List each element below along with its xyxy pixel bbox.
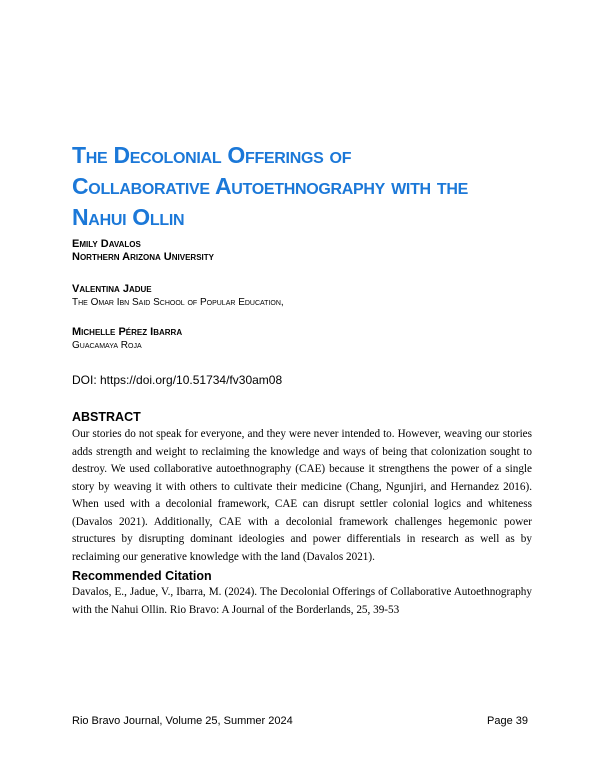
author-affiliation: The Omar Ibn Said School of Popular Education, [72,297,284,308]
abstract-text: Our stories do not speak for everyone, and they were never intended to. However, weaving our stories adds strength and weight to reclaiming the knowledge and ways of being that colonization sought to destroy. We used collaborative autoethnography (CAE) because it strengthens the power of a single story by weaving it with others to cultivate their medicine (Chang, Ngunjiri, and Hernandez 2016). When used with a decolonial framework, CAE can disrupt settler colonial logics and whiteness (Davalos 2021). Additionally, CAE with a decolonial framework challenges hegemonic power structures by disrupting dominant ideologies and power differentials in research as well as by reclaiming our generative knowledge with the land (Davalos 2021). [72,428,532,563]
author-name: Michelle Pérez Ibarra [72,326,183,338]
title-line: Nahui Ollin [72,204,185,230]
title-line: The Decolonial Offerings of [72,142,352,168]
footer-page-number: Page 39 [487,715,528,727]
author-affiliation: Guacamaya Roja [72,340,142,351]
citation-heading: Recommended Citation [72,569,212,583]
citation-text: Davalos, E., Jadue, V., Ibarra, M. (2024). The Decolonial Offerings of Collaborative Autoethnography with the Nahui Ollin. Rio Bravo: A Journal of the Borderlands, 25, 39-53 [72,586,532,616]
author-block [72,283,284,309]
article-title [72,140,552,233]
author-name: Valentina Jadue [72,283,152,295]
author-affiliation: Northern Arizona University [72,251,214,263]
abstract-heading: ABSTRACT [72,410,141,424]
title-line: Collaborative Autoethnography with the [72,173,468,199]
author-block [72,326,182,352]
doi-link[interactable]: DOI: https://doi.org/10.51734/fv30am08 [72,373,283,387]
author-block [72,238,214,264]
author-name: Emily Davalos [72,238,141,250]
footer-journal: Rio Bravo Journal, Volume 25, Summer 2024 [72,715,293,727]
